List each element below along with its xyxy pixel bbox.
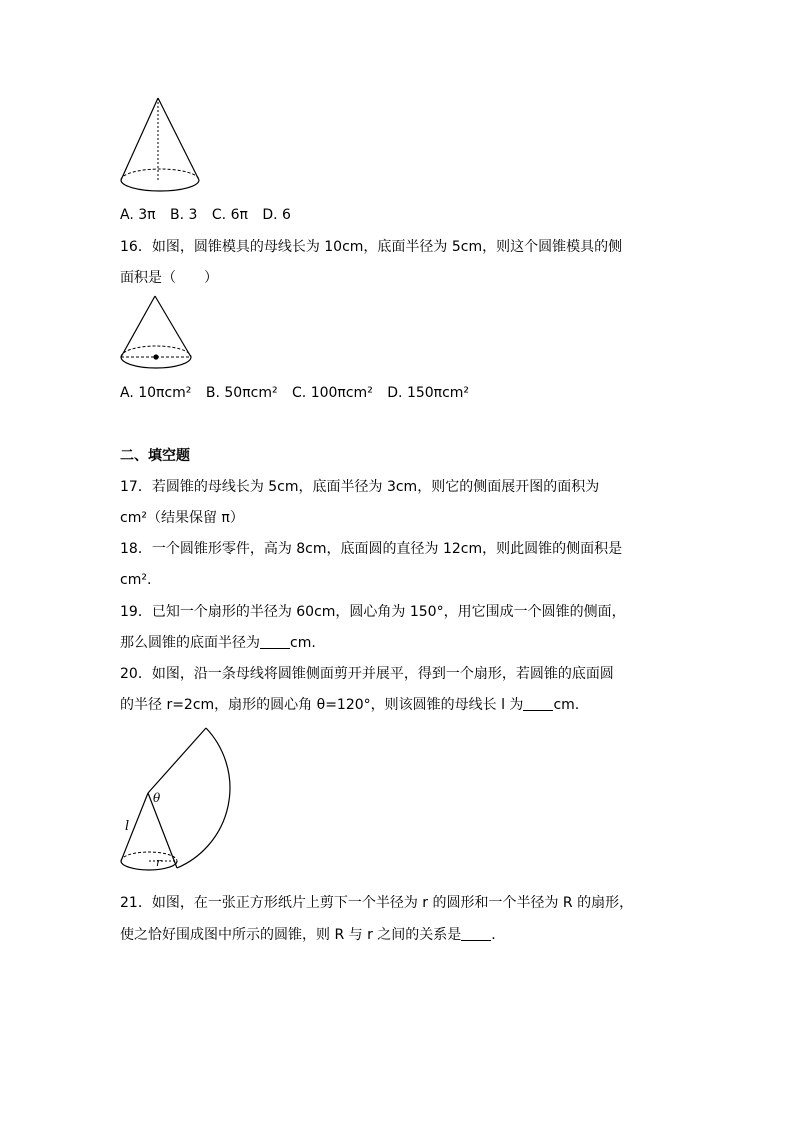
q16-options xyxy=(120,383,479,403)
q16-option-d: D. 150πcm² xyxy=(387,385,470,401)
q15-option-a: A. 3π xyxy=(120,207,156,223)
q21-answer-blank xyxy=(461,926,491,941)
q19-line2 xyxy=(120,633,316,653)
q19-text-after-blank: cm. xyxy=(290,635,316,651)
q21-text-after-blank: . xyxy=(491,927,496,943)
q15-option-d: D. 6 xyxy=(262,207,291,223)
q17-line1: 17．若圆锥的母线长为 5cm，底面半径为 3cm，则它的侧面展开图的面积为 xyxy=(120,479,600,495)
sector-top-edge xyxy=(148,728,206,793)
cone-base-front xyxy=(121,180,199,191)
q20-line1: 20．如图，沿一条母线将圆锥侧面剪开并展平，得到一个扇形，若圆锥的底面圆 xyxy=(120,666,614,682)
cone-left-edge xyxy=(121,98,158,180)
base-center-dot xyxy=(153,354,158,359)
radius-label: r xyxy=(156,856,162,869)
q16-line1: 16．如图，圆锥模具的母线长为 10cm，底面半径为 5cm，则这个圆锥模具的侧 xyxy=(120,239,623,255)
q15-options xyxy=(120,205,301,225)
q15-option-c: C. 6π xyxy=(211,207,248,223)
cone-right-edge xyxy=(158,98,199,180)
q18-line2: cm². xyxy=(120,572,152,588)
q19-line1: 19．已知一个扇形的半径为 60cm，圆心角为 150°，用它围成一个圆锥的侧面， xyxy=(120,604,626,620)
cone-figure-q16 xyxy=(115,292,200,372)
section-title: 二、填空题 xyxy=(120,448,190,464)
q21-line1: 21．如图，在一张正方形纸片上剪下一个半径为 r 的圆形和一个半径为 R 的扇形， xyxy=(120,895,634,911)
q20-answer-blank xyxy=(523,696,553,711)
q17-line2: cm²（结果保留 π） xyxy=(120,510,244,526)
theta-label: θ xyxy=(153,791,161,805)
q20-text-after-blank: cm. xyxy=(553,697,580,713)
q19-text-before-blank: 那么圆锥的底面半径为 xyxy=(120,635,260,651)
q21-text-before-blank: 使之恰好围成图中所示的圆锥，则 R 与 r 之间的关系是 xyxy=(120,927,462,943)
q16-line2: 面积是（ ） xyxy=(120,270,218,286)
q20-text-before-blank: 的半径 r=2cm，扇形的圆心角 θ=120°，则该圆锥的母线长 l 为 xyxy=(120,697,524,713)
slant-label: l xyxy=(125,819,130,834)
q19-answer-blank xyxy=(260,634,290,649)
q18-line1: 18．一个圆锥形零件，高为 8cm，底面圆的直径为 12cm，则此圆锥的侧面积是 xyxy=(120,541,623,557)
sector-arc xyxy=(177,728,230,868)
cone-base-front xyxy=(121,861,177,870)
sector-cone-figure-q20 xyxy=(112,720,247,882)
q15-option-b: B. 3 xyxy=(170,207,198,223)
q16-option-b: B. 50πcm² xyxy=(205,385,278,401)
q20-line2 xyxy=(120,695,579,715)
q21-line2 xyxy=(120,925,496,945)
q16-option-c: C. 100πcm² xyxy=(292,385,373,401)
cone-base-back xyxy=(121,169,199,180)
cone-figure-q15 xyxy=(110,92,210,197)
q16-option-a: A. 10πcm² xyxy=(120,385,192,401)
cone-base-back xyxy=(121,852,177,861)
